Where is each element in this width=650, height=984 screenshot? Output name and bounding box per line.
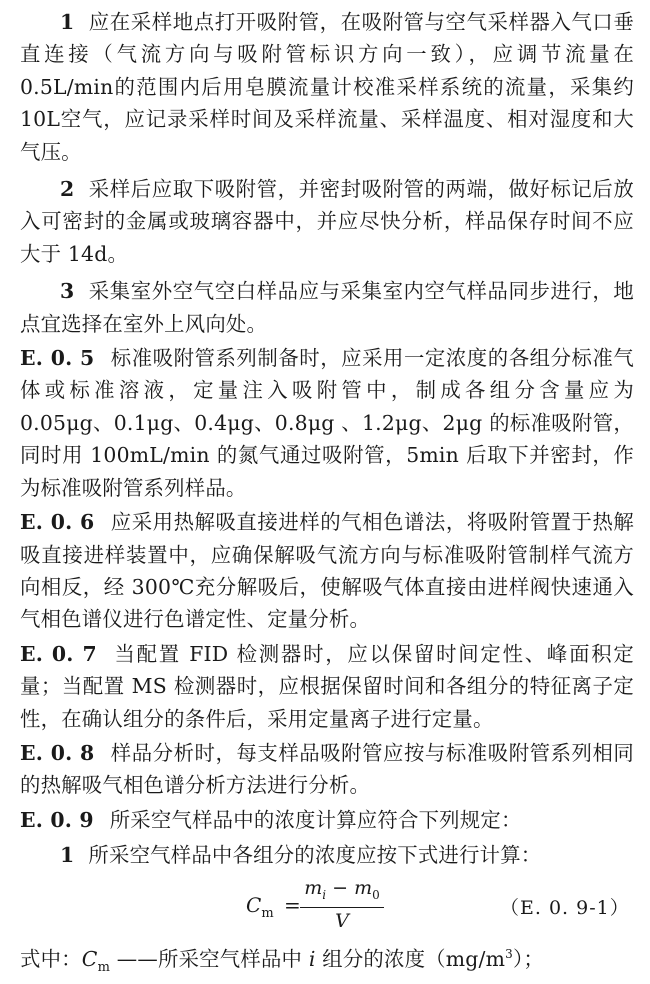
item-number: 1 xyxy=(60,10,75,34)
clause-number: E. 0. 7 xyxy=(20,641,97,666)
formula-tag: （E. 0. 9-1） xyxy=(500,896,630,919)
item-text: 所采空气样品中各组分的浓度应按下式进行计算： xyxy=(88,843,542,868)
clause-text: 样品分析时，每支样品吸附管应按与标准吸附管系列相同的热解吸气相色谱分析方法进行分析。 xyxy=(20,740,634,798)
formula-num-a: m xyxy=(304,876,323,899)
definition-dash: ——所采空气样品中 xyxy=(110,946,309,971)
formula-lhs xyxy=(246,893,274,921)
clause-item-2 xyxy=(0,173,650,270)
item-text: 应在采样地点打开吸附管，在吸附管与空气采样器入气口垂直连接（气流方向与吸附管标识方向一致），应调节流量在0.5L/min的范围内后用皂膜流量计校准采样系统的流量，采集约10L空气，应记录采样时间及采样流量、采样温度、相对湿度和大气压。 xyxy=(20,10,634,164)
clause-number: E. 0. 5 xyxy=(20,346,95,371)
formula-equals: = xyxy=(284,892,301,917)
item-number: 2 xyxy=(60,177,75,202)
formula-numerator xyxy=(300,876,384,909)
clause-text: 所采空气样品中的浓度计算应符合下列规定： xyxy=(109,807,522,832)
item-number: 1 xyxy=(60,843,75,868)
definition-sup: 3 xyxy=(505,946,514,961)
clause-e06 xyxy=(0,506,650,636)
clause-e09 xyxy=(0,804,650,836)
clause-e05 xyxy=(0,342,650,504)
formula-denominator: V xyxy=(335,910,349,933)
clause-text: 当配置 FID 检测器时，应以保留时间定性、峰面积定量；当配置 MS 检测器时，应根据保留时间和各组分的特征离子定性，在确认组分的条件后，采用定量离子进行定量。 xyxy=(20,641,635,731)
formula-num-a-sub: i xyxy=(322,887,327,902)
definition-prefix: 式中： xyxy=(20,946,82,971)
definition-symbol: C xyxy=(81,946,98,971)
definition-var: i xyxy=(308,946,316,971)
definition-symbol-sub: m xyxy=(97,959,111,975)
clause-text: 应采用热解吸直接进样的气相色谱法，将吸附管置于热解吸直接进样装置中，应确保解吸气流方向与标准吸附管制样气流方向相反，经 300℃充分解吸后，使解吸气体直接由进样阀快速通入气相色谱仪进行色谱定性、定量分析。 xyxy=(20,510,634,632)
clause-number: E. 0. 8 xyxy=(20,740,95,765)
clause-e09-item-1 xyxy=(0,839,650,871)
item-number: 3 xyxy=(60,279,75,304)
formula-lhs-sub: m xyxy=(261,905,274,921)
formula-lhs-symbol: C xyxy=(246,892,262,917)
clause-item-1 xyxy=(0,6,650,168)
clause-item-3 xyxy=(0,275,650,340)
formula-num-b-sub: 0 xyxy=(372,887,380,902)
definition-end: ）； xyxy=(513,946,544,971)
item-text: 采集室外空气空白样品应与采集室内空气样品同步进行，地点宜选择在室外上风向处。 xyxy=(20,279,634,336)
clause-e07 xyxy=(0,638,650,735)
formula-num-b: m xyxy=(354,876,373,899)
definition-line xyxy=(0,938,650,984)
item-text: 采样后应取下吸附管，并密封吸附管的两端，做好标记后放入可密封的金属或玻璃容器中，并应尽快分析，样品保存时间不应大于 14d。 xyxy=(20,177,634,266)
formula-minus: − xyxy=(326,876,355,899)
formula-e09-1 xyxy=(0,876,650,936)
clause-number: E. 0. 6 xyxy=(20,510,95,535)
clause-e08 xyxy=(0,737,650,802)
formula-fraction xyxy=(300,876,384,935)
clause-number: E. 0. 9 xyxy=(20,807,94,832)
clause-text: 标准吸附管系列制备时，应采用一定浓度的各组分标准气体或标准溶液，定量注入吸附管中，制成各组分含量应为 0.05μg、0.1μg、0.4μg、0.8μg 、1.2μg、2μg 的标准吸附管，同时用 100mL/min 的氮气通过吸附管，5min 后取下并密封，作为标准吸附管系列样品。 xyxy=(20,346,634,500)
definition-desc: 组分的浓度（mg/m xyxy=(315,946,506,971)
